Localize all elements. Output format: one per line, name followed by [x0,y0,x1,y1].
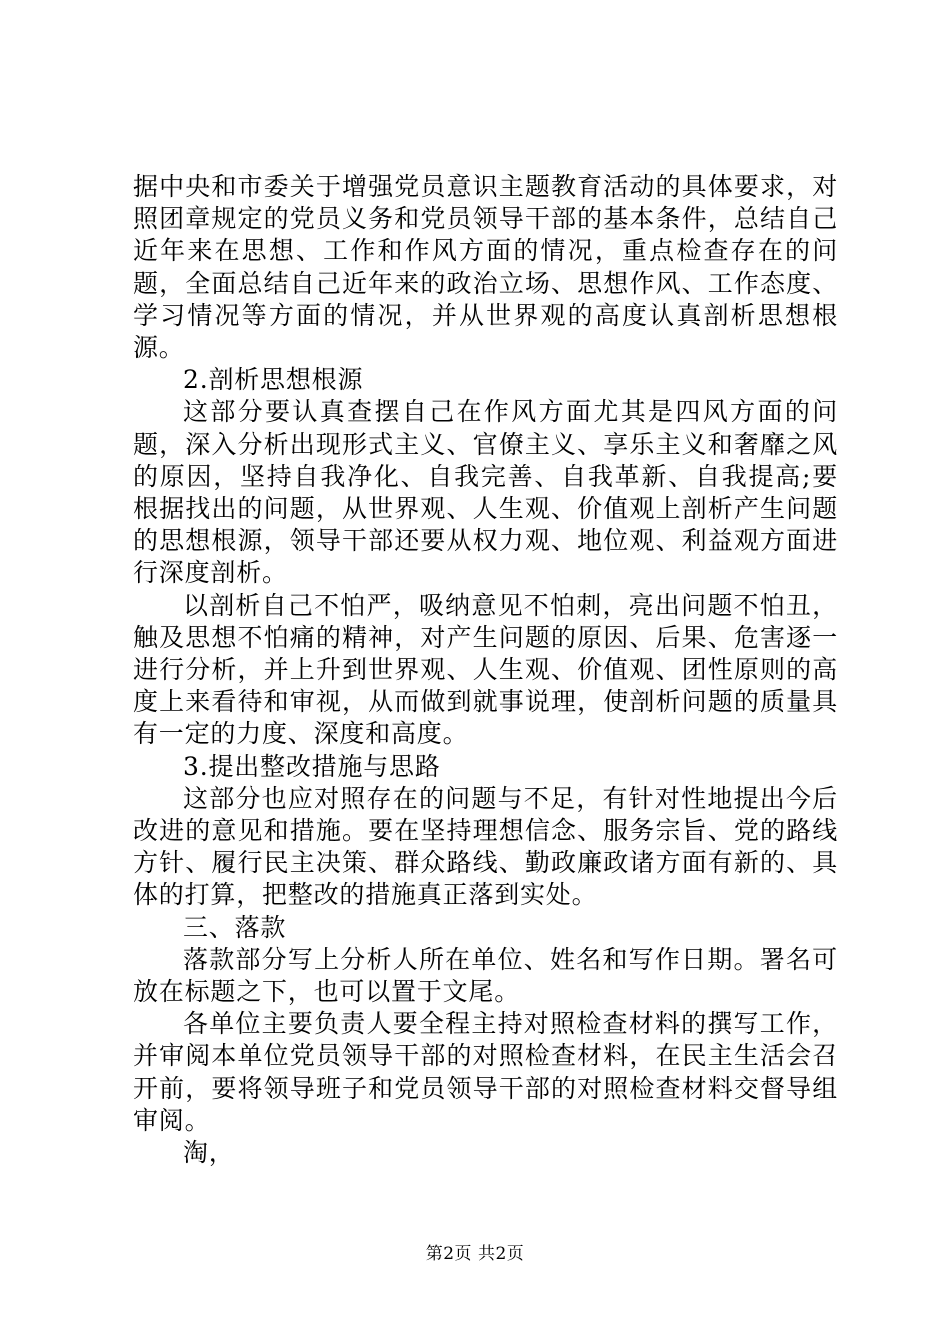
paragraph-signature: 落款部分写上分析人所在单位、姓名和写作日期。署名可放在标题之下，也可以置于文尾。 [133,944,838,1007]
paragraph-responsibility: 各单位主要负责人要全程主持对照检查材料的撰写工作，并审阅本单位党员领导干部的对照检查材料，在民主生活会召开前，要将领导班子和党员领导干部的对照检查材料交督导组审阅。 [133,1009,838,1135]
paragraph-trailing: 淘， [183,1138,235,1168]
section-heading-analyze-roots: 2.剖析思想根源 [183,365,364,395]
section-heading-signature: 三、落款 [183,912,287,942]
document-body [133,171,838,1169]
paragraph-rectification: 这部分也应对照存在的问题与不足，有针对性地提出今后改进的意见和措施。要在坚持理想信念、服务宗旨、党的路线方针、履行民主决策、群众路线、勤政廉政诸方面有新的、具体的打算，把整改的措施真正落到实处。 [133,783,838,910]
section-heading-rectification: 3.提出整改措施与思路 [183,751,441,781]
paragraph-analyze-roots: 这部分要认真查摆自己在作风方面尤其是四风方面的问题，深入分析出现形式主义、官僚主义、享乐主义和奢靡之风的原因，坚持自我净化、自我完善、自我革新、自我提高;要根据找出的问题，从世界观、人生观、价值观上剖析产生问题的思想根源，领导干部还要从权力观、地位观、利益观方面进行深度剖析。 [133,397,838,588]
paragraph-analysis-spirit: 以剖析自己不怕严，吸纳意见不怕刺，亮出问题不怕丑，触及思想不怕痛的精神，对产生问题的原因、后果、危害逐一进行分析，并上升到世界观、人生观、价值观、团性原则的高度上来看待和审视，从而做到就事说理，使剖析问题的质量具有一定的力度、深度和高度。 [133,590,838,749]
paragraph-continuation: 据中央和市委关于增强党员意识主题教育活动的具体要求，对照团章规定的党员义务和党员领导干部的基本条件，总结自己近年来在思想、工作和作风方面的情况，重点检查存在的问题，全面总结自己近年来的政治立场、思想作风、工作态度、学习情况等方面的情况，并从世界观的高度认真剖析思想根源。 [133,172,838,363]
page-number-footer: 第2页 共2页 [425,1244,525,1264]
